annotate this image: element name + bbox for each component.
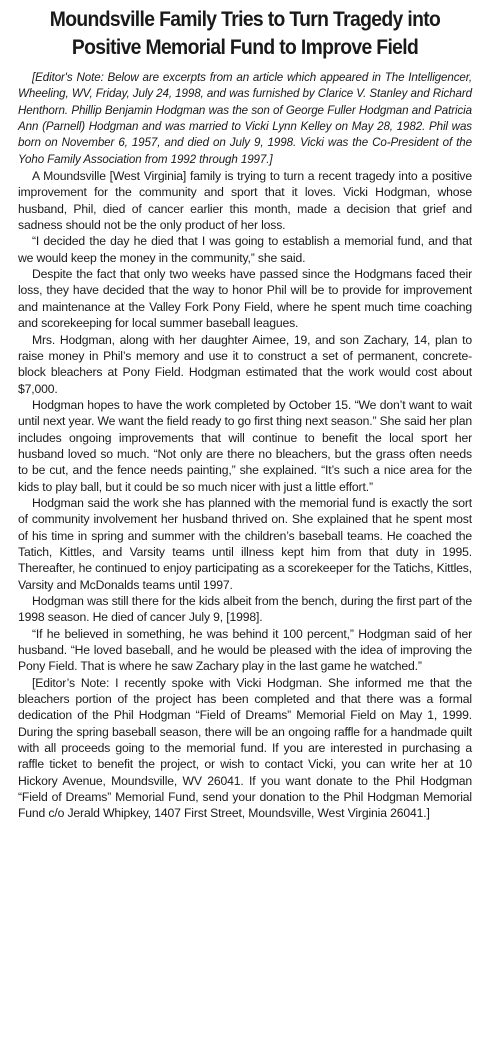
article-paragraph: Hodgman said the work she has planned with the memorial fund is exactly the sort of community involvement her husband thrived on. She explained that he spent most of his time in spring and summer with the children’s baseball teams. He coached the Tatich, Kittles, and Varsity teams until illness kept him from that duty in 1995. Thereafter, he continued to enjoy participating as a scorekeeper for the Tatichs, Kittles, Varsity and McDonalds teams until 1997. — [18, 495, 472, 592]
headline-line-1: Moundsville Family Tries to Turn Tragedy into — [49, 8, 441, 31]
article-body — [18, 70, 472, 822]
article-paragraph: Mrs. Hodgman, along with her daughter Aimee, 19, and son Zachary, 14, plan to raise money in Phil’s memory and use it to construct a set of permanent, concrete-block bleachers at Pony Field. Hodgman estimated that the work would cost about $7,000. — [18, 332, 472, 396]
article-paragraph: A Moundsville [West Virginia] family is trying to turn a recent tragedy into a positive improvement for the community and sport that it loves. Vicki Hodgman, whose husband, Phil, died of cancer earlier this month, made a decision that grief and sadness should not be the only product of her loss. — [18, 169, 472, 233]
editors-note-closing: [Editor’s Note: I recently spoke with Vicki Hodgman. She informed me that the bleachers portion of the project has been completed and that there was a formal dedication of the Phil Hodgman “Field of Dreams” Memorial Field on May 1, 1999. During the spring baseball season, there will be an ongoing raffle for a handmade quilt with all proceeds going to the memorial fund. If you are interested in purchasing a raffle ticket to benefit the project, or wish to contact Vicki, you can write her at 10 Hickory Avenue, Moundsville, WV 26041. If you want donate to the Phil Hodgman “Field of Dreams” Memorial Fund, send your donation to the Phil Hodgman Memorial Fund c/o Jerald Whipkey, 1407 First Street, Moundsville, West Virginia 26041.] — [18, 675, 472, 821]
article-headline — [36, 6, 454, 62]
article-paragraph: Hodgman was still there for the kids albeit from the bench, during the first part of the 1998 season. He died of cancer July 9, [1998]. — [18, 594, 472, 625]
article-paragraph: “If he believed in something, he was behind it 100 percent,” Hodgman said of her husband. “He loved baseball, and he would be pleased with the idea of improving the Pony Field. That is where he saw Zachary play in the last game he watched.” — [18, 626, 472, 674]
article-paragraph: Hodgman hopes to have the work completed by October 15. “We don’t want to wait until next year. We want the field ready to go first thing next season.” She said her plan includes ongoing improvements that will continue to benefit the local sport her husband loved so much. “Not only are there no bleachers, but the grass often needs to be cut, and the fence needs painting,” she explained. “It’s such a nice area for the kids to play ball, but it could be so much nicer with just a little effort.” — [18, 397, 472, 494]
headline-line-2: Positive Memorial Fund to Improve Field — [71, 36, 419, 59]
editors-note-intro: [Editor's Note: Below are excerpts from an article which appeared in The Intelligencer, Wheeling, WV, Friday, July 24, 1998, and was furnished by Clarice V. Stanley and Richard Henthorn. Phillip Benjamin Hodgman was the son of George Fuller Hodgman and Patricia Ann (Parnell) Hodgman and was married to Vicki Lynn Kelley on May 28, 1982. Phil was born on November 6, 1957, and died on July 9, 1998. Vicki was the Co-President of the Yoho Family Association from 1992 through 1997.] — [18, 71, 472, 166]
article-paragraph: “I decided the day he died that I was going to establish a memorial fund, and that we would keep the money in the community,” she said. — [18, 234, 472, 265]
article-paragraph: Despite the fact that only two weeks have passed since the Hodgmans faced their loss, they have decided that the way to honor Phil will be to provide for improvement and maintenance at the Valley Fork Pony Field, where he spent much time coaching and scorekeeping for local summer baseball leagues. — [18, 267, 472, 331]
